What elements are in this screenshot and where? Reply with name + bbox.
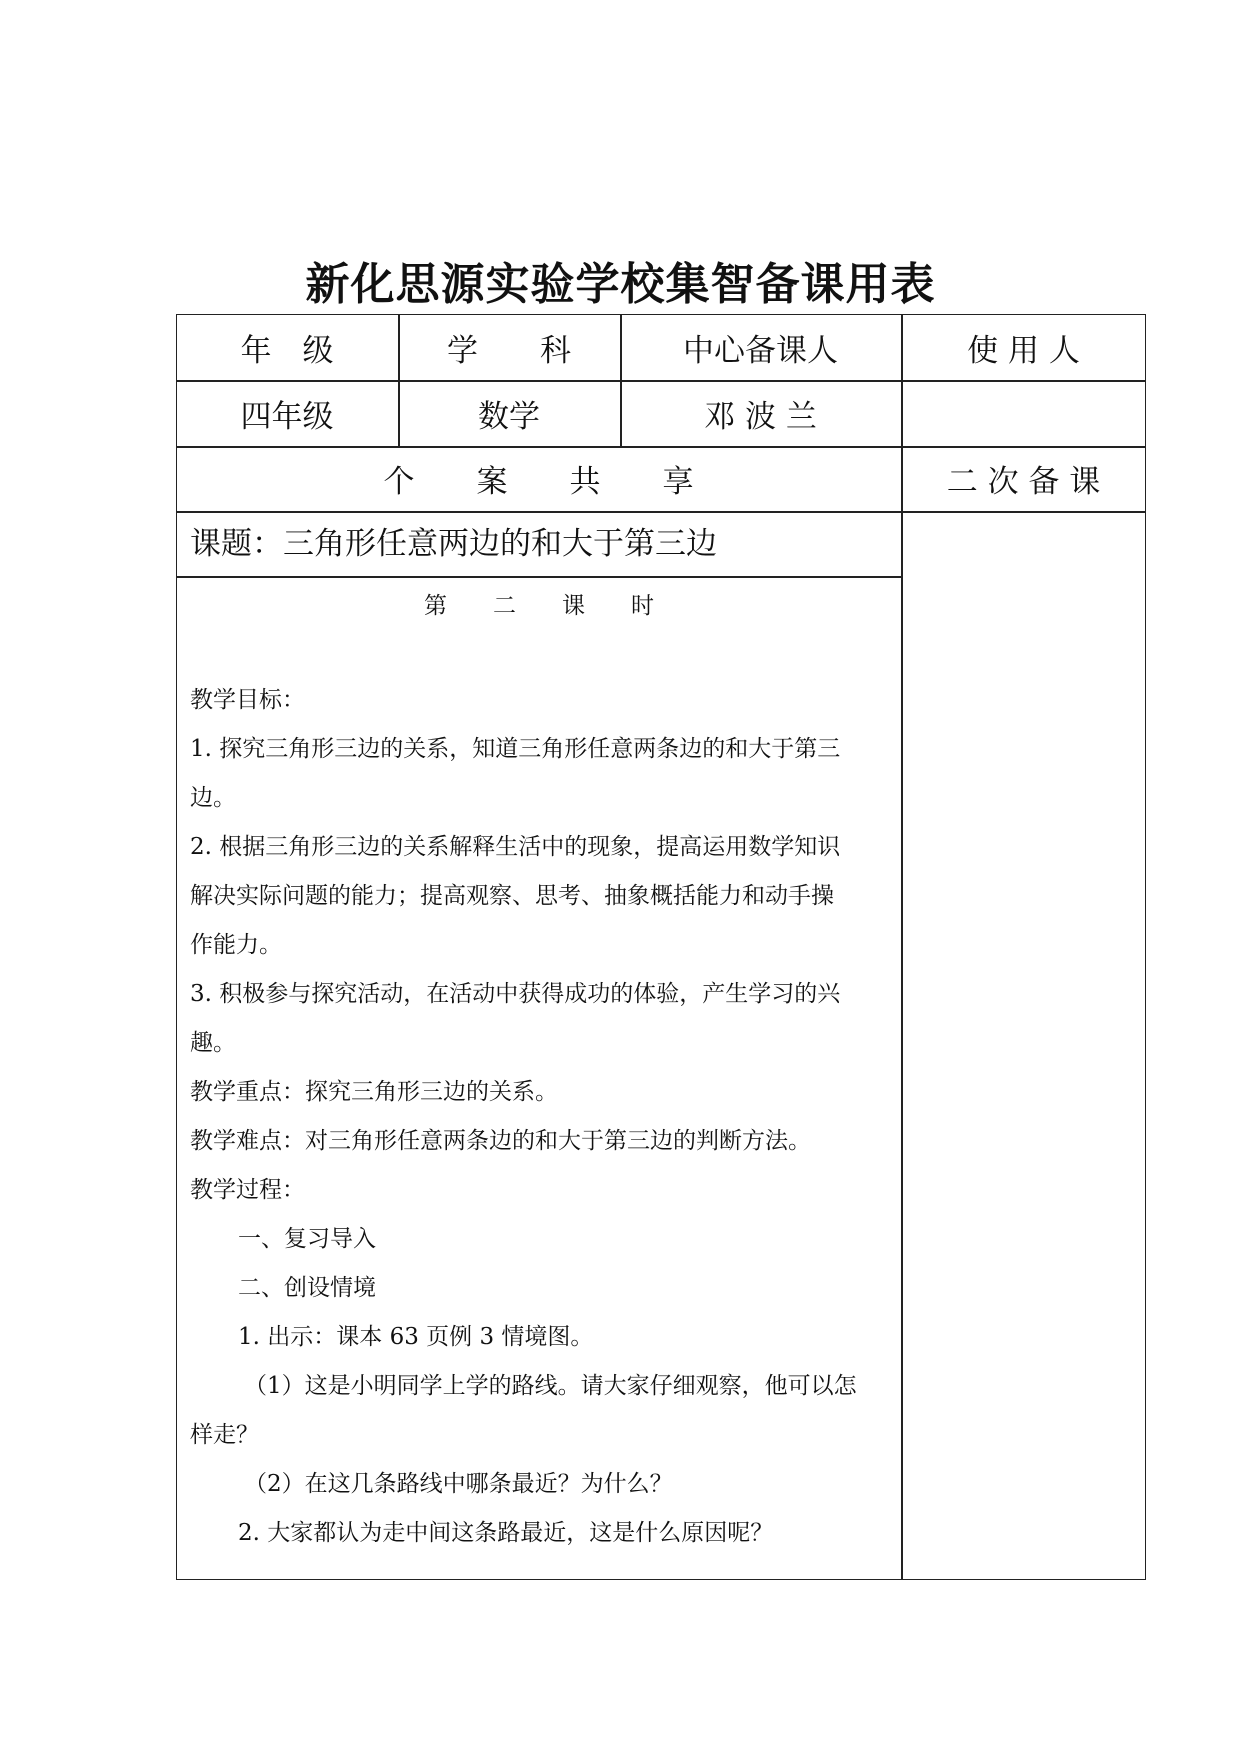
content-line: 1. 探究三角形三边的关系，知道三角形任意两条边的和大于第三 [190, 736, 841, 762]
lesson-content [190, 676, 895, 1558]
second-prep-heading: 二 次 备 课 [946, 464, 1101, 500]
content-line: 边。 [190, 785, 236, 811]
subject-value: 数学 [478, 398, 540, 435]
content-line: 二、创设情境 [238, 1275, 376, 1301]
content-line: 2. 大家都认为走中间这条路最近，这是什么原因呢？ [238, 1520, 774, 1546]
grade-value: 四年级 [240, 398, 334, 435]
content-line: 教学过程： [190, 1177, 305, 1203]
content-line: （2）在这几条路线中哪条最近？为什么？ [244, 1471, 673, 1497]
grade-label: 年 级 [240, 332, 334, 369]
lesson-period: 第 二 课 时 [424, 593, 654, 619]
lead-teacher-label: 中心备课人 [683, 332, 838, 369]
content-line: 样走？ [190, 1422, 259, 1448]
content-line: 教学目标： [190, 687, 305, 713]
individual-share-heading: 个 案 共 享 [383, 464, 694, 500]
content-line: （1）这是小明同学上学的路线。请大家仔细观察，他可以怎 [244, 1373, 857, 1399]
subject-label: 学 科 [447, 332, 571, 369]
row-divider [176, 511, 1146, 513]
content-line: 一、复习导入 [238, 1226, 376, 1252]
user-label: 使 用 人 [967, 332, 1080, 369]
row-divider [176, 576, 902, 578]
content-line: 教学重点：探究三角形三边的关系。 [190, 1079, 558, 1105]
content-line: 1. 出示：课本 63 页例 3 情境图。 [238, 1324, 594, 1350]
user-value [901, 380, 1146, 446]
content-line: 解决实际问题的能力；提高观察、思考、抽象概括能力和动手操 [190, 883, 834, 909]
lesson-topic: 课题：三角形任意两边的和大于第三边 [190, 526, 717, 562]
content-line: 趣。 [190, 1030, 236, 1056]
content-line: 教学难点：对三角形任意两条边的和大于第三边的判断方法。 [190, 1128, 811, 1154]
content-line: 2. 根据三角形三边的关系解释生活中的现象，提高运用数学知识 [190, 834, 841, 860]
lead-teacher-value: 邓 波 兰 [704, 398, 817, 435]
document-title: 新化思源实验学校集智备课用表 [305, 259, 936, 310]
content-line: 3. 积极参与探究活动，在活动中获得成功的体验，产生学习的兴 [190, 981, 841, 1007]
content-line: 作能力。 [190, 932, 282, 958]
